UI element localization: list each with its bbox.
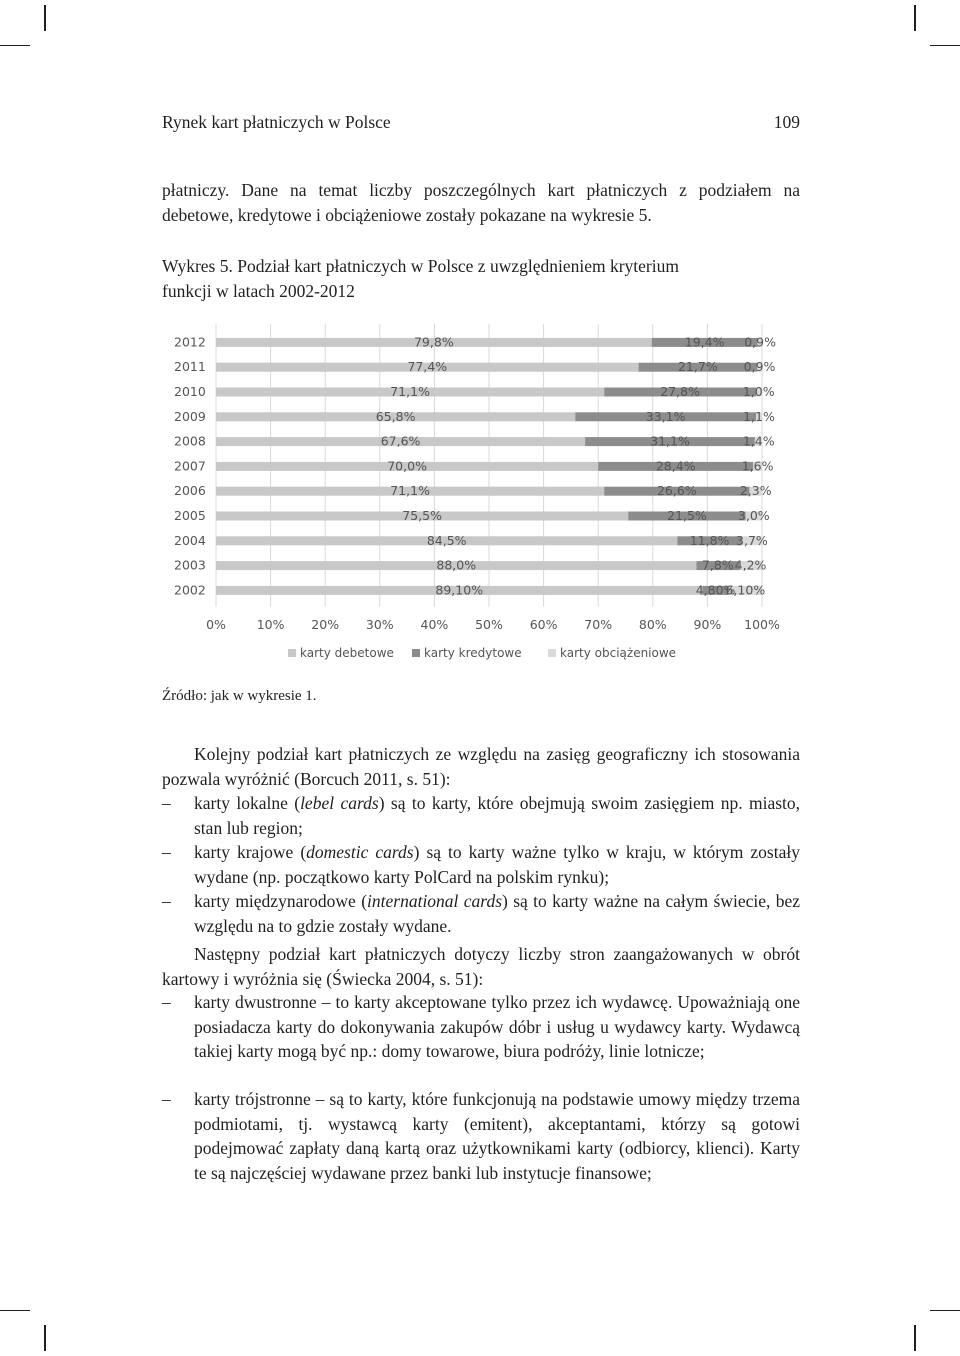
figure-caption-line1: Podział kart płatniczych w Polsce z uwzględnieniem kryterium (232, 256, 679, 276)
data-label-debit: 84,5% (426, 532, 467, 548)
intro-paragraph: płatniczy. Dane na temat liczby poszczególnych kart płatniczych z podziałem na debetowe, kredytowe i obciążeniowe zostały pokazane na wykresie 5. (162, 180, 800, 225)
list-text: ) są to karty ważne tylko w kraju, w którym zostały wydane (np. początkowo karty PolCard na polskim rynku); (194, 842, 800, 887)
list-dash: – (162, 992, 171, 1012)
figure-caption (162, 254, 800, 304)
list-item (162, 889, 800, 938)
data-label-credit: 4,80% (695, 582, 736, 598)
x-tick-label: 80% (638, 616, 667, 632)
x-tick-label: 10% (256, 616, 285, 632)
legend-label: karty obciążeniowe (560, 646, 677, 660)
y-category-label: 2011 (174, 359, 206, 375)
crop-mark (914, 1325, 916, 1351)
data-label-debit: 75,5% (402, 508, 442, 523)
figure-label: Wykres 5. (162, 256, 233, 276)
list-dash: – (162, 891, 171, 911)
data-label-credit: 33,1% (645, 408, 686, 424)
list-text: karty krajowe ( (194, 842, 307, 862)
data-label-credit: 21,7% (677, 359, 718, 375)
list-text: ) są to karty ważne na całym świecie, bez względu na to gdzie zostały wydane. (194, 891, 801, 936)
data-label-charge: 3,0% (737, 508, 770, 523)
data-label-charge: 1,0% (742, 384, 775, 399)
running-header (162, 112, 800, 133)
y-category-label: 2012 (174, 334, 206, 350)
y-category-label: 2009 (174, 408, 206, 424)
page-number: 109 (773, 112, 800, 132)
list-text: karty dwustronne – to karty akceptowane tylko przez ich wydawcę. Upoważniają one posiadacza karty do dokonywania zakupów dóbr i usług u wydawcy karty. Wydawcą takiej karty mogą być np.: domy towarowe, biura podróży, linie lotnicze; (194, 992, 800, 1061)
figure-caption-line2: funkcji w latach 2002-2012 (162, 281, 355, 301)
y-category-label: 2008 (174, 433, 206, 449)
paragraph-1: Kolejny podział kart płatniczych ze względu na zasięg geograficzny ich stosowania pozwala wyróżnić (Borcuch 2011, s. 51): (162, 744, 800, 789)
crop-mark (0, 1310, 30, 1311)
y-category-label: 2006 (174, 483, 206, 499)
data-label-charge: 6,10% (725, 582, 766, 598)
data-label-credit: 31,1% (650, 433, 690, 449)
x-tick-label: 40% (420, 616, 449, 632)
legend-label: karty kredytowe (424, 646, 522, 660)
data-label-debit: 65,8% (375, 408, 416, 424)
legend-swatch (548, 649, 556, 657)
data-label-debit: 67,6% (380, 433, 421, 449)
list-term: domestic cards (306, 842, 414, 862)
x-tick-label: 90% (693, 616, 722, 632)
legend-swatch (412, 649, 420, 657)
data-label-charge: 4,2% (734, 557, 767, 573)
data-label-credit: 7,8% (701, 557, 734, 573)
data-label-charge: 0,9% (743, 359, 776, 375)
crop-mark (930, 45, 960, 46)
list-dash: – (162, 1089, 171, 1109)
y-category-label: 2003 (174, 557, 206, 573)
crop-mark (44, 1325, 46, 1351)
list-item (162, 1087, 800, 1185)
chart-legend (288, 646, 676, 660)
list-item (162, 791, 800, 840)
x-tick-label: 100% (744, 616, 780, 632)
data-label-credit: 19,4% (684, 334, 725, 350)
list-text: ) są to karty, które obejmują swoim zasięgiem np. miasto, stan lub region; (194, 793, 801, 838)
data-label-credit: 11,8% (689, 532, 730, 548)
y-category-label: 2005 (174, 508, 206, 523)
data-label-debit: 71,1% (390, 483, 430, 499)
x-tick-label: 50% (475, 616, 503, 632)
list-item (162, 990, 800, 1064)
list-term: international cards (367, 891, 503, 911)
y-category-label: 2004 (174, 532, 206, 548)
list-text: karty trójstronne – są to karty, które funkcjonują na podstawie umowy między trzema podmiotami, tj. wystawcą karty (emitent), akceptantami, którzy są gotowi podejmować zapłaty daną kartą oraz użytkownikami karty (odbiorcy, klienci). Karty te są najczęściej wydawane przez banki lub instytucje finansowe; (194, 1089, 800, 1183)
data-label-charge: 1,1% (743, 408, 775, 424)
y-category-label: 2010 (174, 384, 206, 399)
data-label-charge: 3,7% (736, 532, 768, 548)
x-tick-label: 30% (365, 616, 394, 632)
data-label-debit: 79,8% (413, 334, 454, 350)
data-label-charge: 0,9% (744, 334, 776, 350)
data-label-charge: 1,4% (742, 433, 775, 449)
list-item (162, 840, 800, 889)
x-tick-label: 0% (206, 616, 226, 632)
data-label-credit: 28,4% (655, 458, 696, 474)
data-label-charge: 1,6% (741, 458, 774, 474)
crop-mark (0, 45, 30, 46)
crop-mark (44, 5, 46, 31)
x-tick-label: 20% (311, 616, 340, 632)
data-label-debit: 77,4% (407, 359, 448, 375)
data-label-debit: 70,0% (387, 458, 427, 474)
list-dash: – (162, 793, 171, 813)
crop-mark (930, 1310, 960, 1311)
list-term: lebel cards (300, 793, 379, 813)
list-text: karty międzynarodowe ( (194, 891, 368, 911)
data-label-credit: 27,8% (660, 384, 700, 399)
crop-mark (914, 5, 916, 31)
running-title: Rynek kart płatniczych w Polsce (162, 112, 391, 132)
y-category-label: 2007 (174, 458, 206, 474)
x-tick-label: 70% (584, 616, 613, 632)
list-text: karty lokalne ( (194, 793, 301, 813)
data-label-debit: 89,10% (435, 582, 484, 598)
y-category-label: 2002 (174, 582, 206, 598)
x-tick-label: 60% (529, 616, 558, 632)
stacked-bar-chart (160, 320, 800, 670)
paragraph-2: Następny podział kart płatniczych dotyczy liczby stron zaangażowanych w obrót kartowy i wyróżnia się (Świecka 2004, s. 51): (162, 944, 800, 989)
data-label-debit: 88,0% (436, 557, 477, 573)
list-dash: – (162, 842, 171, 862)
data-label-credit: 21,5% (667, 508, 707, 523)
legend-swatch (288, 649, 296, 657)
figure-source: Źródło: jak w wykresie 1. (162, 688, 317, 704)
data-label-debit: 71,1% (390, 384, 430, 399)
legend-label: karty debetowe (300, 646, 394, 660)
data-label-charge: 2,3% (739, 483, 772, 499)
data-label-credit: 26,6% (656, 483, 697, 499)
